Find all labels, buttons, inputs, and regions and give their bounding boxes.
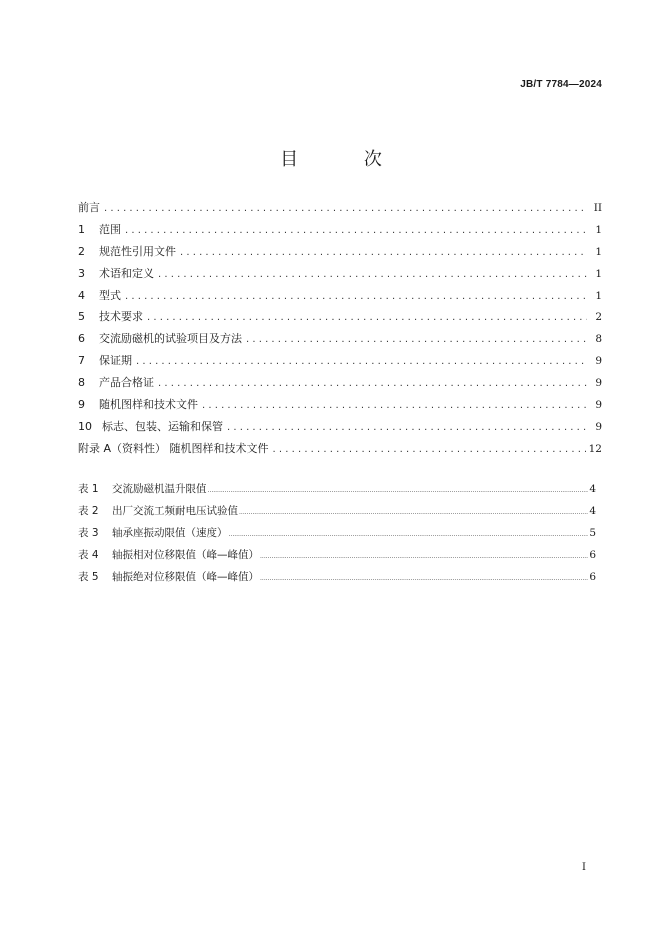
table-label: 轴承座振动限值（速度） bbox=[112, 527, 228, 539]
table-number: 表 5 bbox=[78, 571, 99, 583]
toc-leader-dots bbox=[227, 422, 587, 433]
toc-label: 保证期 bbox=[99, 354, 132, 368]
toc-entry-warranty[interactable] bbox=[78, 352, 602, 374]
toc-page: 9 bbox=[595, 377, 602, 390]
toc-number: 1 bbox=[78, 222, 85, 236]
table-leader-dots bbox=[260, 553, 588, 560]
toc-entry-terms[interactable] bbox=[78, 265, 602, 287]
table-number: 表 2 bbox=[78, 505, 99, 517]
toc-label: 随机图样和技术文件 bbox=[99, 398, 198, 412]
toc-label: 产品合格证 bbox=[99, 376, 154, 390]
watermark bbox=[150, 905, 510, 919]
table-page: 5 bbox=[589, 527, 596, 539]
toc-label: 型式 bbox=[99, 288, 121, 302]
table-leader-dots bbox=[208, 487, 589, 494]
page-number: I bbox=[582, 862, 586, 873]
toc-page: 2 bbox=[595, 311, 602, 324]
list-of-tables bbox=[78, 481, 602, 591]
toc-number: 3 bbox=[78, 266, 85, 280]
table-entry-2[interactable] bbox=[78, 503, 602, 525]
toc-leader-dots bbox=[180, 247, 587, 258]
table-entry-5[interactable] bbox=[78, 569, 602, 591]
page-title: 目 次 bbox=[280, 149, 412, 170]
table-page: 4 bbox=[589, 505, 596, 517]
toc-label: 附录 A（资料性） 随机图样和技术文件 bbox=[78, 441, 269, 455]
toc-page: 1 bbox=[595, 289, 602, 302]
toc-leader-dots bbox=[158, 378, 587, 389]
toc-leader-dots bbox=[125, 225, 587, 236]
toc-page: 12 bbox=[588, 442, 602, 455]
toc-number: 6 bbox=[78, 332, 85, 346]
table-number: 表 3 bbox=[78, 527, 99, 539]
toc-page: 1 bbox=[595, 245, 602, 258]
table-entry-4[interactable] bbox=[78, 547, 602, 569]
toc-leader-dots bbox=[125, 291, 587, 302]
toc-number: 5 bbox=[78, 310, 85, 324]
toc-number: 10 bbox=[78, 419, 92, 433]
toc-entry-foreword[interactable] bbox=[78, 199, 602, 221]
toc-leader-dots bbox=[104, 203, 587, 214]
table-page: 6 bbox=[589, 549, 596, 561]
toc-label: 术语和定义 bbox=[99, 266, 154, 280]
toc-label: 标志、包装、运输和保管 bbox=[102, 419, 223, 433]
toc-label: 前言 bbox=[78, 201, 100, 214]
table-label: 交流励磁机温升限值 bbox=[112, 483, 207, 495]
table-of-contents bbox=[78, 199, 602, 462]
table-page: 4 bbox=[589, 483, 596, 495]
table-entry-1[interactable] bbox=[78, 481, 602, 503]
toc-leader-dots bbox=[246, 334, 587, 345]
toc-entry-types[interactable] bbox=[78, 287, 602, 309]
table-label: 轴振相对位移限值（峰—峰值） bbox=[112, 549, 259, 561]
table-number: 表 1 bbox=[78, 483, 99, 495]
toc-label: 范围 bbox=[99, 222, 121, 236]
table-leader-dots bbox=[229, 531, 589, 538]
toc-label: 交流励磁机的试验项目及方法 bbox=[99, 332, 242, 346]
toc-entry-appendix-a[interactable] bbox=[78, 440, 602, 462]
toc-number: 7 bbox=[78, 354, 85, 368]
table-leader-dots bbox=[239, 509, 588, 516]
toc-leader-dots bbox=[158, 269, 587, 280]
toc-number: 9 bbox=[78, 398, 85, 412]
toc-leader-dots bbox=[147, 312, 587, 323]
toc-page: 9 bbox=[595, 420, 602, 433]
table-label: 出厂交流工频耐电压试验值 bbox=[112, 505, 238, 517]
standard-code: JB/T 7784—2024 bbox=[520, 79, 602, 90]
toc-entry-technical-requirements[interactable] bbox=[78, 308, 602, 330]
table-page: 6 bbox=[589, 571, 596, 583]
table-entry-3[interactable] bbox=[78, 525, 602, 547]
toc-page: 8 bbox=[595, 333, 602, 346]
toc-page: 9 bbox=[595, 399, 602, 412]
toc-number: 8 bbox=[78, 376, 85, 390]
toc-label: 技术要求 bbox=[99, 310, 143, 324]
toc-page: 9 bbox=[595, 355, 602, 368]
toc-leader-dots bbox=[202, 400, 587, 411]
toc-leader-dots bbox=[273, 444, 586, 455]
table-leader-dots bbox=[260, 575, 588, 582]
table-number: 表 4 bbox=[78, 549, 99, 561]
toc-page: 1 bbox=[595, 223, 602, 236]
toc-page: II bbox=[593, 202, 602, 214]
toc-leader-dots bbox=[136, 356, 587, 367]
toc-entry-marking[interactable] bbox=[78, 418, 602, 440]
toc-entry-test-items[interactable] bbox=[78, 330, 602, 352]
toc-number: 4 bbox=[78, 288, 85, 302]
toc-page: 1 bbox=[595, 267, 602, 280]
table-label: 轴振绝对位移限值（峰—峰值） bbox=[112, 571, 259, 583]
toc-entry-normative-references[interactable] bbox=[78, 243, 602, 265]
toc-label: 规范性引用文件 bbox=[99, 244, 176, 258]
toc-entry-drawings[interactable] bbox=[78, 396, 602, 418]
toc-entry-certificate[interactable] bbox=[78, 374, 602, 396]
toc-entry-scope[interactable] bbox=[78, 221, 602, 243]
toc-number: 2 bbox=[78, 244, 85, 258]
